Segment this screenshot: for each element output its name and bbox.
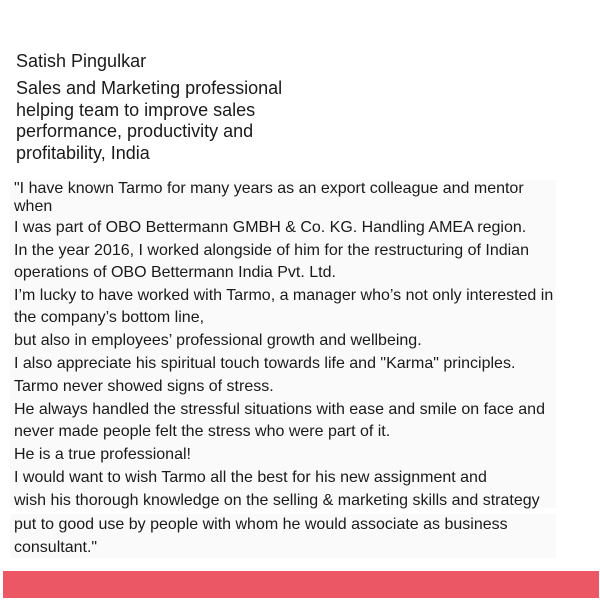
quote-line: Tarmo never showed signs of stress. bbox=[14, 378, 274, 395]
author-info bbox=[16, 50, 306, 164]
author-headline: Sales and Marketing professional helping team to improve sales performance, productivity and profitability, India bbox=[16, 78, 283, 163]
footer-accent-bar bbox=[3, 571, 599, 598]
quote-line: I would want to wish Tarmo all the best for his new assignment and bbox=[14, 469, 487, 486]
author-name: Satish Pingulkar bbox=[16, 51, 147, 71]
quote-line: but also in employees’ professional growth and wellbeing. bbox=[14, 332, 422, 349]
quote-line: I was part of OBO Bettermann GMBH & Co. KG. Handling AMEA region. bbox=[14, 219, 527, 236]
quote-line: put to good use by people with whom he would associate as business consultant." bbox=[14, 516, 508, 556]
quote-line: "I have known Tarmo for many years as an export colleague and mentor when bbox=[14, 180, 524, 215]
testimonial-quote-continued bbox=[10, 514, 556, 558]
quote-line: He always handled the stressful situations with ease and smile on face and never made people felt the stress who were part of it. bbox=[14, 401, 545, 440]
quote-line: I’m lucky to have worked with Tarmo, a manager who’s not only interested in the company’s bottom line, bbox=[14, 287, 554, 326]
quote-line: wish his thorough knowledge on the selling & marketing skills and strategy bbox=[14, 492, 540, 509]
quote-line: I also appreciate his spiritual touch towards life and "Karma" principles. bbox=[14, 355, 516, 372]
quote-line: In the year 2016, I worked alongside of him for the restructuring of Indian operations of OBO Bettermann India Pvt. Ltd. bbox=[14, 242, 529, 281]
quote-line: He is a true professional! bbox=[14, 446, 191, 463]
testimonial-quote bbox=[10, 180, 556, 508]
